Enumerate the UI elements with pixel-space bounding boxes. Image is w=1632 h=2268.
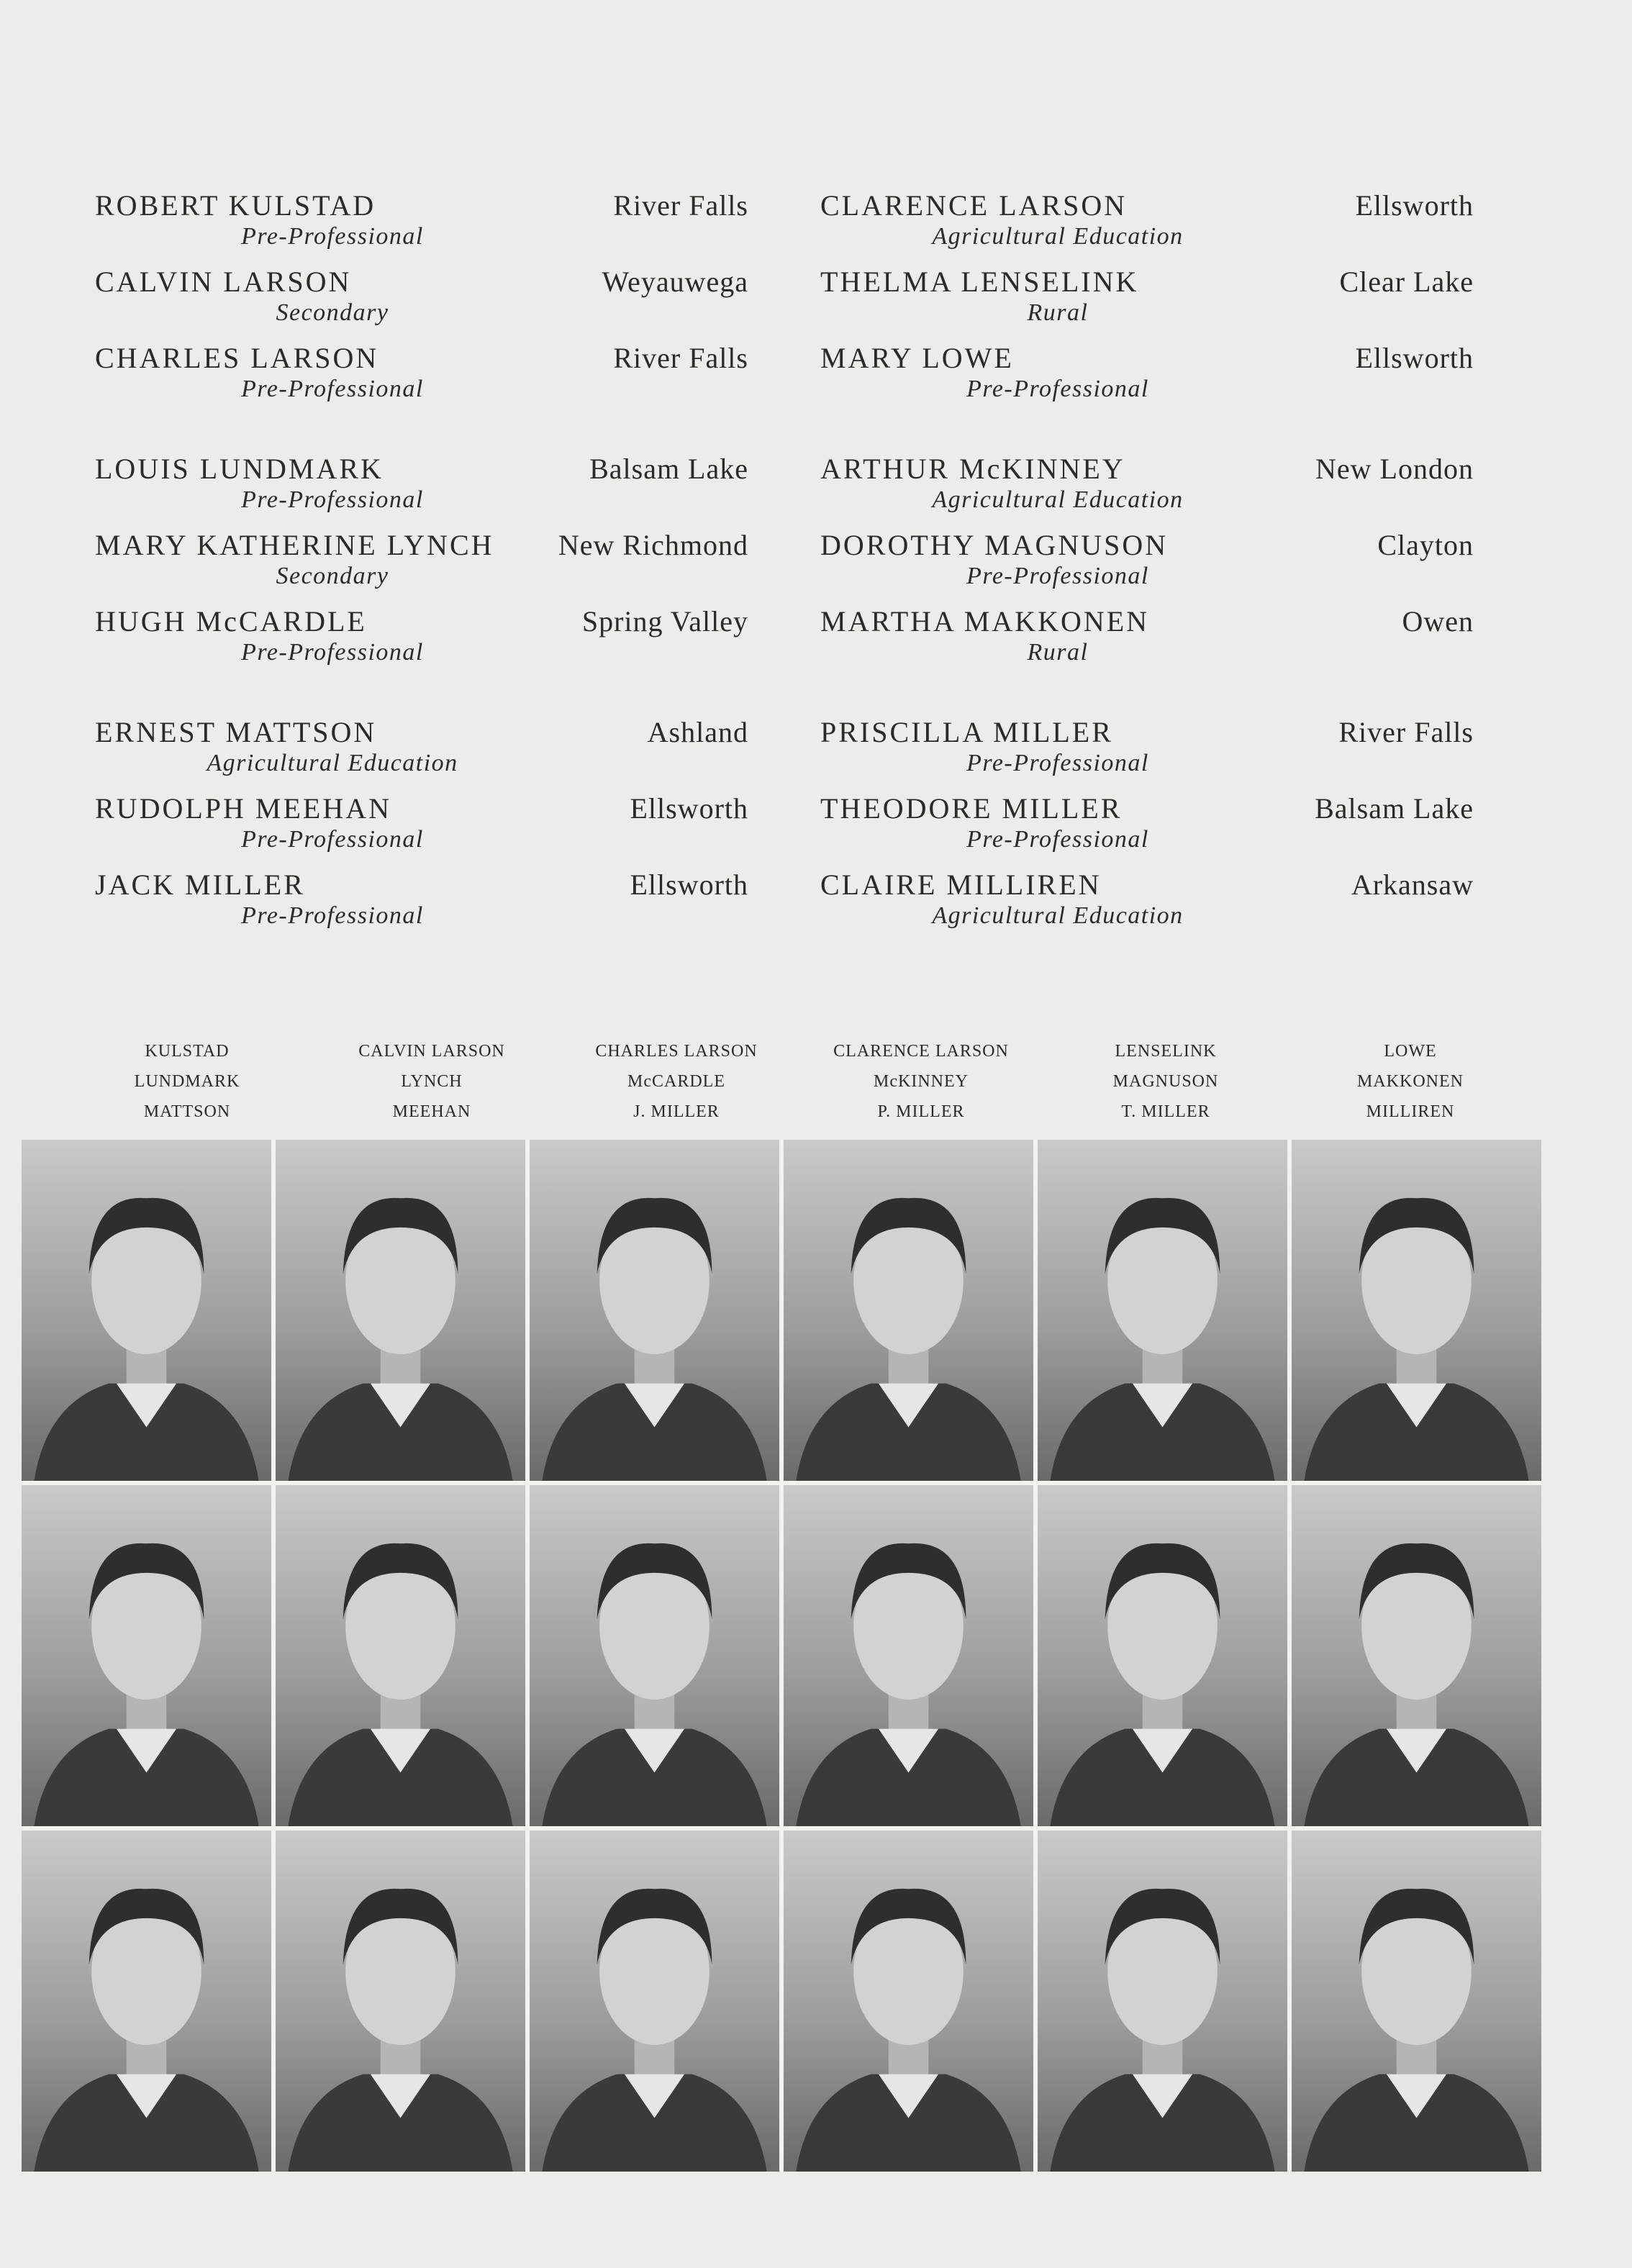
photo-key-column (309, 1036, 554, 1127)
portrait-silhouette-icon (530, 1831, 779, 2172)
student-name: CHARLES LARSON (95, 342, 379, 374)
roster-group (95, 189, 1477, 417)
portrait-silhouette-icon (22, 1485, 271, 1826)
student-name: JACK MILLER (95, 868, 305, 901)
student-entry (95, 528, 748, 604)
portrait-silhouette-icon (22, 1140, 271, 1481)
student-entry (820, 868, 1474, 944)
photo-key-name: CALVIN LARSON (358, 1042, 505, 1061)
student-entry (820, 341, 1474, 417)
column-gutter (748, 452, 820, 681)
portrait-photo (1038, 1140, 1287, 1481)
student-hometown: Arkansaw (1351, 868, 1474, 901)
student-entry (820, 528, 1474, 604)
student-entry (95, 868, 748, 944)
student-course: Pre-Professional (966, 376, 1149, 402)
student-name: CLAIRE MILLIREN (820, 868, 1102, 901)
student-hometown: Clear Lake (1339, 266, 1474, 298)
portrait-silhouette-icon (784, 1485, 1033, 1826)
portrait-silhouette-icon (1038, 1831, 1287, 2172)
photo-key-name: LUNDMARK (134, 1072, 240, 1091)
photo-key-name: MAKKONEN (1357, 1072, 1464, 1091)
roster-column-right (820, 189, 1474, 417)
column-gutter (748, 189, 820, 417)
student-course: Pre-Professional (966, 750, 1149, 776)
student-entry (820, 604, 1474, 681)
student-hometown: New Richmond (558, 529, 748, 561)
student-course: Agricultural Education (932, 223, 1184, 250)
student-hometown: River Falls (613, 342, 748, 374)
student-hometown: Ashland (647, 716, 748, 748)
portrait-photo (1038, 1485, 1287, 1826)
portrait-photo (784, 1485, 1033, 1826)
roster-column-left (95, 452, 748, 681)
portrait-silhouette-icon (1292, 1140, 1541, 1481)
portrait-silhouette-icon (1292, 1485, 1541, 1826)
student-entry (95, 265, 748, 341)
student-course: Secondary (276, 299, 389, 326)
photo-key-name: CHARLES LARSON (595, 1042, 758, 1061)
student-entry (95, 791, 748, 868)
portrait-silhouette-icon (276, 1140, 525, 1481)
student-name: CALVIN LARSON (95, 266, 352, 298)
student-hometown: Balsam Lake (1315, 792, 1474, 825)
student-name: THEODORE MILLER (820, 792, 1123, 825)
student-hometown: Ellsworth (630, 792, 748, 825)
photo-key-name: MILLIREN (1366, 1102, 1455, 1121)
roster-column-left (95, 189, 748, 417)
photo-key-name: P. MILLER (877, 1102, 965, 1121)
student-hometown: River Falls (613, 189, 748, 222)
portrait-photo (530, 1485, 779, 1826)
photo-key-name: T. MILLER (1121, 1102, 1210, 1121)
student-entry (820, 265, 1474, 341)
student-name: ERNEST MATTSON (95, 716, 377, 748)
photo-key-name: McCARDLE (627, 1072, 725, 1091)
student-name: RUDOLPH MEEHAN (95, 792, 391, 825)
portrait-photo (22, 1831, 271, 2172)
student-entry (95, 341, 748, 417)
student-hometown: Owen (1402, 605, 1474, 638)
student-hometown: Weyauwega (602, 266, 748, 298)
portrait-silhouette-icon (530, 1140, 779, 1481)
portrait-silhouette-icon (1038, 1485, 1287, 1826)
student-course: Pre-Professional (241, 376, 424, 402)
portrait-photo (276, 1485, 525, 1826)
student-course: Pre-Professional (966, 563, 1149, 589)
portrait-photo (784, 1831, 1033, 2172)
student-name: MARTHA MAKKONEN (820, 605, 1150, 638)
portrait-silhouette-icon (276, 1485, 525, 1826)
student-entry (95, 604, 748, 681)
student-course: Pre-Professional (241, 902, 424, 929)
student-name: LOUIS LUNDMARK (95, 453, 384, 485)
student-name: HUGH McCARDLE (95, 605, 367, 638)
photo-key-name: MAGNUSON (1112, 1072, 1219, 1091)
student-name: CLARENCE LARSON (820, 189, 1128, 222)
student-name: PRISCILLA MILLER (820, 716, 1113, 748)
portrait-photo (22, 1140, 271, 1481)
photo-key-name: KULSTAD (145, 1042, 230, 1061)
student-course: Agricultural Education (207, 750, 458, 776)
portrait-silhouette-icon (530, 1485, 779, 1826)
portrait-silhouette-icon (784, 1831, 1033, 2172)
roster-column-right (820, 715, 1474, 944)
student-roster (95, 189, 1477, 979)
student-hometown: Ellsworth (1355, 189, 1474, 222)
student-name: MARY KATHERINE LYNCH (95, 529, 494, 561)
portrait-grid (22, 1140, 1541, 2172)
photo-key-name: MEEHAN (392, 1102, 471, 1121)
photo-key-column (554, 1036, 799, 1127)
portrait-photo (22, 1485, 271, 1826)
student-entry (95, 189, 748, 265)
photo-key-column (1288, 1036, 1533, 1127)
student-hometown: New London (1315, 453, 1474, 485)
student-hometown: River Falls (1338, 716, 1474, 748)
photo-key-name: J. MILLER (633, 1102, 720, 1121)
student-entry (820, 452, 1474, 528)
portrait-photo (530, 1140, 779, 1481)
student-hometown: Ellsworth (630, 868, 748, 901)
student-entry (820, 715, 1474, 791)
photo-key-name: LOWE (1384, 1042, 1437, 1061)
portrait-photo (1292, 1140, 1541, 1481)
student-course: Pre-Professional (241, 639, 424, 666)
column-gutter (748, 715, 820, 944)
roster-column-left (95, 715, 748, 944)
student-course: Pre-Professional (241, 486, 424, 513)
student-course: Rural (1027, 299, 1089, 326)
portrait-silhouette-icon (1038, 1140, 1287, 1481)
portrait-photo (1292, 1485, 1541, 1826)
portrait-photo (276, 1140, 525, 1481)
photo-key-name: LENSELINK (1115, 1042, 1217, 1061)
portrait-photo (1038, 1831, 1287, 2172)
student-entry (820, 189, 1474, 265)
student-course: Agricultural Education (932, 902, 1184, 929)
portrait-silhouette-icon (1292, 1831, 1541, 2172)
portrait-silhouette-icon (22, 1831, 271, 2172)
photo-key-name: McKINNEY (874, 1072, 969, 1091)
portrait-photo (276, 1831, 525, 2172)
student-entry (95, 715, 748, 791)
portrait-silhouette-icon (276, 1831, 525, 2172)
portrait-photo (530, 1831, 779, 2172)
roster-group (95, 715, 1477, 944)
student-entry (820, 791, 1474, 868)
photo-key-name: LYNCH (401, 1072, 463, 1091)
student-name: ARTHUR McKINNEY (820, 453, 1125, 485)
student-course: Agricultural Education (932, 486, 1184, 513)
student-course: Pre-Professional (241, 826, 424, 853)
student-name: THELMA LENSELINK (820, 266, 1139, 298)
photo-key-column (1043, 1036, 1288, 1127)
student-hometown: Clayton (1377, 529, 1474, 561)
roster-column-right (820, 452, 1474, 681)
student-hometown: Ellsworth (1355, 342, 1474, 374)
student-course: Pre-Professional (241, 223, 424, 250)
photo-key-column (799, 1036, 1043, 1127)
portrait-silhouette-icon (784, 1140, 1033, 1481)
student-course: Secondary (276, 563, 389, 589)
photo-key (65, 1036, 1533, 1127)
photo-key-name: MATTSON (143, 1102, 231, 1121)
student-name: ROBERT KULSTAD (95, 189, 376, 222)
portrait-photo (784, 1140, 1033, 1481)
student-hometown: Balsam Lake (589, 453, 748, 485)
portrait-photo (1292, 1831, 1541, 2172)
student-name: MARY LOWE (820, 342, 1014, 374)
student-course: Rural (1027, 639, 1089, 666)
student-course: Pre-Professional (966, 826, 1149, 853)
student-entry (95, 452, 748, 528)
student-hometown: Spring Valley (581, 605, 748, 638)
roster-group (95, 452, 1477, 681)
photo-key-column (65, 1036, 309, 1127)
student-name: DOROTHY MAGNUSON (820, 529, 1169, 561)
photo-key-name: CLARENCE LARSON (833, 1042, 1009, 1061)
